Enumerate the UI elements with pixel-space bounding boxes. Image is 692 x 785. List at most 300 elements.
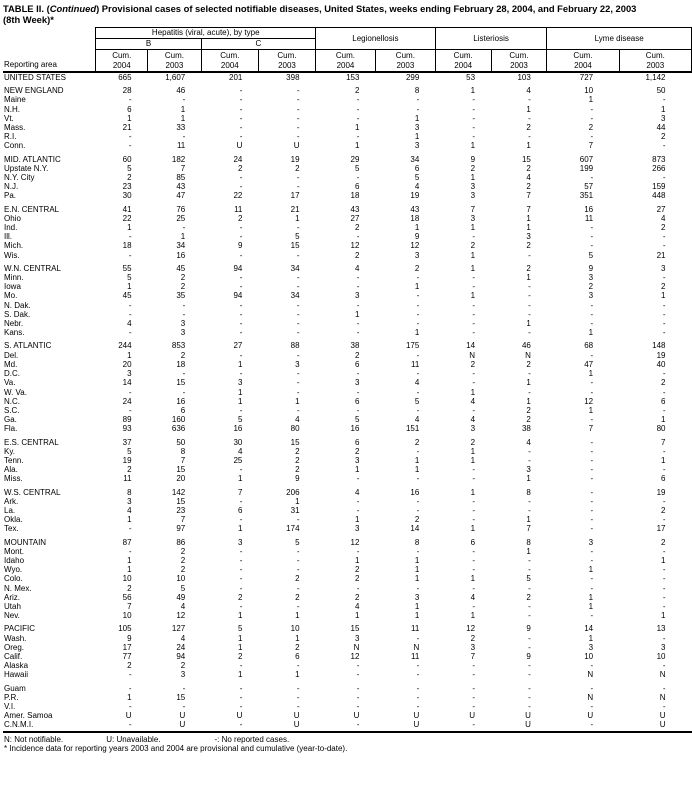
value-cell: 7	[470, 204, 476, 214]
reporting-area-cell: W. Va.	[4, 387, 27, 397]
table-row	[3, 164, 692, 173]
value-cell: 53	[466, 73, 476, 82]
value-cell: -	[239, 702, 243, 711]
reporting-area-cell: Wyo.	[4, 565, 23, 575]
value-cell: -	[416, 95, 420, 105]
table-row	[3, 484, 692, 497]
value-cell: -	[296, 95, 300, 105]
value-cell: -	[356, 387, 360, 397]
value-cell: 1	[354, 555, 360, 565]
reporting-area-cell: Calif.	[4, 651, 23, 661]
value-cell: 1	[237, 642, 243, 652]
value-cell: -	[472, 546, 476, 556]
value-cell: -	[662, 273, 666, 283]
value-cell: -	[239, 123, 243, 133]
table-row	[3, 232, 692, 241]
column-header-cum-2004-0: Cum. 2004	[96, 50, 148, 73]
value-cell: 5	[237, 415, 243, 425]
value-cell: -	[296, 113, 300, 123]
value-cell: -	[472, 496, 476, 506]
value-cell: 1	[237, 524, 243, 534]
value-cell: 1	[180, 104, 186, 114]
value-cell: 94	[233, 263, 243, 273]
reporting-area-cell: Conn.	[4, 141, 26, 151]
value-cell: 3	[180, 319, 186, 329]
table-row	[3, 273, 692, 282]
value-cell: 12	[176, 611, 186, 621]
value-cell: 1	[470, 173, 476, 183]
value-cell: 2	[295, 163, 300, 173]
table-row	[3, 260, 692, 273]
value-cell: -	[435, 720, 491, 731]
reporting-area-cell: MOUNTAIN	[4, 537, 47, 547]
value-cell: -	[356, 328, 360, 338]
value-cell: -	[528, 692, 531, 702]
value-cell: -	[128, 328, 132, 338]
value-cell: -	[662, 300, 666, 310]
value-cell: 77	[122, 651, 132, 661]
value-cell: 27	[233, 341, 243, 351]
value-cell: -	[239, 173, 243, 183]
value-cell: -	[296, 583, 300, 593]
value-cell: -	[201, 720, 258, 731]
value-cell: 1	[526, 223, 531, 233]
value-cell: -	[416, 661, 420, 671]
value-cell: -	[662, 574, 666, 584]
value-cell: U	[236, 141, 243, 151]
value-cell: -	[528, 670, 531, 680]
value-cell: 727	[579, 73, 594, 82]
value-cell: -	[590, 113, 594, 123]
value-cell: 1	[127, 113, 132, 123]
value-cell: -	[472, 702, 476, 711]
value-cell: 4	[414, 378, 420, 388]
value-cell: -	[239, 692, 243, 702]
reporting-area-cell: Ky.	[4, 446, 15, 456]
value-cell: -	[590, 387, 594, 397]
table-row	[3, 319, 692, 328]
value-cell: 6	[354, 437, 360, 447]
header-spacer	[3, 39, 96, 50]
value-cell: -	[356, 583, 360, 593]
value-cell: -	[296, 546, 300, 556]
value-cell: -	[528, 113, 531, 123]
value-cell: 2	[295, 642, 300, 652]
value-cell: -	[296, 132, 300, 142]
value-cell: 3	[237, 378, 243, 388]
value-cell: 1	[414, 465, 420, 475]
value-cell: 76	[176, 204, 186, 214]
value-cell: 7	[237, 487, 243, 497]
value-cell: -	[528, 555, 531, 565]
value-cell: 1	[470, 223, 476, 233]
value-cell: -	[528, 683, 531, 693]
value-cell: 1	[470, 291, 476, 301]
table-row	[3, 351, 692, 360]
value-cell: 9	[237, 241, 243, 251]
value-cell: 5	[237, 624, 243, 634]
value-cell: 6	[354, 359, 360, 369]
value-cell: 2	[127, 173, 132, 183]
table-title-week: (8th Week)*	[3, 14, 54, 25]
reporting-area-cell: Ohio	[4, 213, 21, 223]
value-cell: 2	[295, 574, 300, 584]
table-row	[3, 434, 692, 447]
value-cell: -	[182, 309, 186, 319]
value-cell: -	[296, 515, 300, 525]
value-cell: 9	[470, 154, 476, 164]
value-cell: 33	[176, 123, 186, 133]
value-cell: 6	[354, 396, 360, 406]
value-cell: -	[182, 300, 186, 310]
value-cell: 60	[122, 154, 132, 164]
value-cell: -	[239, 282, 243, 292]
value-cell: 182	[171, 154, 186, 164]
value-cell: -	[528, 633, 531, 643]
table-row	[3, 301, 692, 310]
value-cell: 103	[517, 73, 531, 82]
value-cell: 2	[180, 273, 186, 283]
value-cell: 2	[354, 592, 360, 602]
value-cell: -	[356, 104, 360, 114]
value-cell: 10	[290, 624, 300, 634]
value-cell: -	[296, 378, 300, 388]
table-title	[3, 3, 690, 14]
value-cell: -	[416, 387, 420, 397]
value-cell: 19	[656, 350, 666, 360]
reporting-area-cell: Idaho	[4, 555, 25, 565]
value-cell: 1	[295, 496, 300, 506]
reporting-area-cell: Nebr.	[4, 319, 24, 329]
table-row	[3, 634, 692, 643]
value-cell: 2	[295, 592, 300, 602]
value-cell: 2	[661, 505, 666, 515]
table-row	[3, 141, 692, 150]
value-cell: 1	[414, 282, 420, 292]
value-cell: 4	[414, 182, 420, 192]
value-cell: -	[239, 328, 243, 338]
value-cell: 3	[661, 263, 666, 273]
value-cell: 2	[295, 446, 300, 456]
value-cell: U	[469, 711, 476, 721]
value-cell: 15	[176, 692, 186, 702]
value-cell: 4	[127, 319, 132, 329]
reporting-area-cell: Maine	[4, 95, 26, 105]
value-cell: -	[590, 487, 594, 497]
value-cell: 1	[354, 611, 360, 621]
table-row	[3, 670, 692, 679]
value-cell: 7	[526, 191, 531, 201]
reporting-area-cell: Md.	[4, 359, 18, 369]
value-cell: 34	[290, 291, 300, 301]
value-cell: -	[128, 405, 132, 415]
value-cell: 1	[295, 396, 300, 406]
reporting-area-cell: S. Dak.	[4, 309, 31, 319]
value-cell: 1	[354, 141, 360, 151]
value-cell: -	[182, 683, 186, 693]
value-cell: 2	[414, 437, 420, 447]
value-cell: -	[239, 350, 243, 360]
value-cell: -	[590, 505, 594, 515]
value-cell: -	[662, 592, 666, 602]
value-cell: -	[528, 583, 531, 593]
reporting-area-cell: Va.	[4, 378, 16, 388]
value-cell: 1	[127, 515, 132, 525]
value-cell: N	[525, 350, 531, 360]
table-row	[3, 182, 692, 191]
value-cell: 1	[414, 565, 420, 575]
value-cell: -	[416, 702, 420, 711]
value-cell: -	[356, 670, 360, 680]
value-cell: -	[239, 319, 243, 329]
value-cell: 16	[584, 204, 594, 214]
value-cell: 2	[295, 465, 300, 475]
value-cell: 1	[588, 565, 594, 575]
value-cell: 2	[470, 633, 476, 643]
value-cell: 1	[526, 319, 531, 329]
value-cell: -	[528, 565, 531, 575]
value-cell: -	[472, 583, 476, 593]
reporting-area-cell: Oreg.	[4, 642, 25, 652]
value-cell: -	[472, 104, 476, 114]
value-cell: 89	[122, 415, 132, 425]
value-cell: 2	[237, 651, 243, 661]
value-cell: -	[416, 350, 420, 360]
value-cell: 1	[414, 223, 420, 233]
value-cell: 2	[661, 223, 666, 233]
value-cell: 1	[588, 405, 594, 415]
value-cell: 1	[470, 387, 476, 397]
value-cell: -	[662, 309, 666, 319]
value-cell: 8	[180, 446, 186, 456]
value-cell: 1	[127, 223, 132, 233]
value-cell: 16	[410, 487, 420, 497]
value-cell: 50	[656, 86, 666, 96]
value-cell: 11	[234, 204, 243, 214]
value-cell: -	[528, 250, 531, 260]
value-cell: -	[528, 291, 531, 301]
reporting-area-cell: V.I.	[4, 702, 16, 711]
value-cell: 56	[122, 592, 132, 602]
table-row	[3, 680, 692, 693]
value-cell: 10	[584, 651, 594, 661]
value-cell: 1	[470, 487, 476, 497]
value-cell: -	[182, 369, 186, 379]
value-cell: 19	[410, 191, 420, 201]
value-cell: 34	[290, 263, 300, 273]
reporting-area-cell: W.N. CENTRAL	[4, 263, 61, 273]
value-cell: 9	[414, 232, 420, 242]
table-row	[3, 114, 692, 123]
value-cell: 3	[295, 359, 300, 369]
value-cell: 35	[176, 291, 186, 301]
reporting-area-cell: Mass.	[4, 123, 26, 133]
value-cell: 1	[588, 601, 594, 611]
value-cell: 1	[470, 250, 476, 260]
value-cell: -	[416, 474, 420, 484]
value-cell: 17	[122, 642, 132, 652]
value-cell: -	[239, 232, 243, 242]
legend-no-reported-cases: -: No reported cases.	[214, 734, 290, 744]
reporting-area-cell: Guam	[4, 683, 26, 693]
value-cell: -	[416, 369, 420, 379]
value-cell: 1	[470, 86, 476, 96]
value-cell: -	[472, 232, 476, 242]
value-cell: 1	[237, 359, 243, 369]
value-cell: 1	[470, 574, 476, 584]
value-cell: 3	[470, 182, 476, 192]
value-cell: 3	[180, 670, 186, 680]
value-cell: 5	[354, 415, 360, 425]
value-cell: 93	[122, 424, 132, 434]
value-cell: 4	[526, 173, 531, 183]
value-cell: 2	[127, 583, 132, 593]
value-cell: 16	[176, 396, 186, 406]
table-row	[3, 72, 692, 82]
value-cell: 80	[290, 424, 300, 434]
value-cell: 3	[127, 369, 132, 379]
value-cell: -	[416, 670, 420, 680]
value-cell: -	[662, 465, 666, 475]
value-cell: 2	[470, 437, 476, 447]
value-cell: 1	[237, 396, 243, 406]
value-cell: 12	[584, 396, 594, 406]
reporting-area-cell: Tex.	[4, 524, 19, 534]
value-cell: 11	[123, 474, 132, 484]
value-cell: -	[528, 369, 531, 379]
value-cell: -	[128, 670, 132, 680]
value-cell: 2	[354, 446, 360, 456]
value-cell: U	[659, 711, 666, 721]
table-row	[3, 241, 692, 250]
value-cell: -	[472, 515, 476, 525]
reporting-area-cell: Tenn.	[4, 455, 24, 465]
value-cell: 3	[470, 642, 476, 652]
value-cell: 4	[526, 86, 531, 96]
value-cell: 4	[470, 396, 476, 406]
value-cell: -	[472, 505, 476, 515]
reporting-area-cell: Ind.	[4, 223, 18, 233]
value-cell: 1,607	[165, 73, 186, 82]
value-cell: -	[662, 601, 666, 611]
value-cell: 19	[122, 455, 132, 465]
value-cell: -	[128, 232, 132, 242]
value-cell: 3	[180, 328, 186, 338]
column-subgroup-hepatitis-c: C	[201, 39, 315, 50]
value-cell: 160	[171, 415, 186, 425]
value-cell: 1	[237, 611, 243, 621]
value-cell: 50	[176, 437, 186, 447]
value-cell: 1	[526, 515, 531, 525]
value-cell: 86	[176, 537, 186, 547]
value-cell: -	[662, 515, 666, 525]
value-cell: 665	[118, 73, 132, 82]
value-cell: 3	[414, 592, 420, 602]
value-cell: 27	[656, 204, 666, 214]
value-cell: 6	[180, 405, 186, 415]
value-cell: -	[662, 565, 666, 575]
value-cell: -	[296, 601, 300, 611]
value-cell: U	[353, 711, 360, 721]
value-cell: 4	[237, 446, 243, 456]
value-cell: 2	[180, 661, 186, 671]
reporting-area-cell: MID. ATLANTIC	[4, 154, 61, 164]
value-cell: -	[416, 683, 420, 693]
table-row	[3, 424, 692, 433]
reporting-area-cell: Ala.	[4, 465, 18, 475]
value-cell: -	[239, 555, 243, 565]
value-cell: -	[590, 546, 594, 556]
value-cell: -	[590, 378, 594, 388]
value-cell: 17	[290, 191, 300, 201]
value-cell: 4	[661, 213, 666, 223]
value-cell: 9	[295, 474, 300, 484]
table-row	[3, 534, 692, 547]
value-cell: -	[590, 515, 594, 525]
notifiable-diseases-table	[3, 27, 692, 733]
value-cell: 2	[661, 132, 666, 142]
value-cell: -	[472, 601, 476, 611]
value-cell: -	[472, 132, 476, 142]
table-row	[3, 95, 692, 104]
value-cell: 18	[122, 241, 132, 251]
table-row	[3, 123, 692, 132]
value-cell: 1	[526, 546, 531, 556]
value-cell: -	[472, 123, 476, 133]
value-cell: 3	[470, 424, 476, 434]
value-cell: 7	[180, 515, 186, 525]
value-cell: N	[587, 692, 594, 702]
value-cell: 18	[410, 213, 420, 223]
value-cell: -	[356, 95, 360, 105]
value-cell: 4	[354, 487, 360, 497]
value-cell: 3	[354, 455, 360, 465]
table-row	[3, 251, 692, 260]
reporting-area-cell: Vt.	[4, 113, 14, 123]
value-cell: 80	[656, 424, 666, 434]
value-cell: -	[296, 683, 300, 693]
value-cell: 45	[176, 263, 186, 273]
value-cell: 30	[233, 437, 243, 447]
value-cell: -	[239, 223, 243, 233]
column-header-cum-2003-7: Cum. 2003	[491, 50, 547, 73]
value-cell: 10	[122, 611, 132, 621]
value-cell: U	[587, 711, 594, 721]
value-cell: 4	[470, 415, 476, 425]
value-cell: 3	[588, 273, 594, 283]
value-cell: 199	[579, 163, 594, 173]
value-cell: 3	[354, 633, 360, 643]
table-row	[3, 328, 692, 337]
value-cell: -	[316, 720, 376, 731]
value-cell: 31	[290, 505, 300, 515]
table-row	[3, 82, 692, 95]
value-cell: -	[356, 661, 360, 671]
value-cell: -	[239, 601, 243, 611]
value-cell: 43	[410, 204, 420, 214]
value-cell: -	[296, 273, 300, 283]
value-cell: 6	[661, 474, 666, 484]
table-row	[3, 214, 692, 223]
value-cell: -	[662, 173, 666, 183]
value-cell: 10	[656, 651, 666, 661]
value-cell: N	[587, 670, 594, 680]
value-cell: -	[662, 496, 666, 506]
value-cell: 23	[176, 505, 186, 515]
value-cell: 8	[526, 487, 531, 497]
value-cell: 97	[176, 524, 186, 534]
value-cell: 148	[652, 341, 666, 351]
